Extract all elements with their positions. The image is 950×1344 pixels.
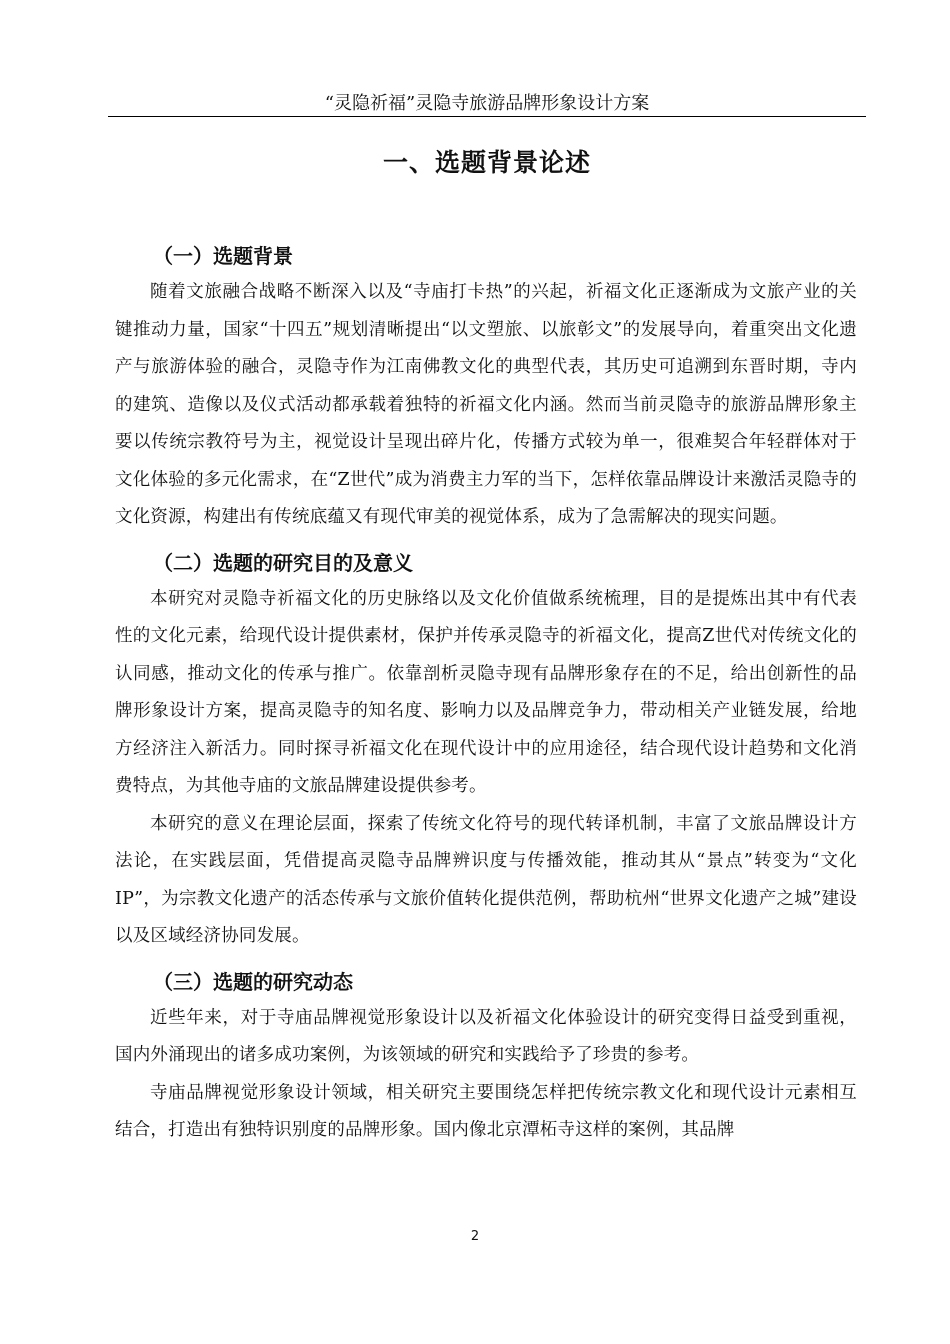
- header-rule: [108, 116, 866, 117]
- section-heading-background: （一）选题背景: [153, 244, 293, 268]
- paragraph: 随着文旅融合战略不断深入以及“寺庙打卡热”的兴起，祈福文化正逐渐成为文旅产业的关键推动力量，国家“十四五”规划清晰提出“以文塑旅、以旅彰文”的发展导向，着重突出文化遗产与旅游体验的融合，灵隐寺作为江南佛教文化的典型代表，其历史可追溯到东晋时期，寺内的建筑、造像以及仪式活动都承载着独特的祈福文化内涵。然而当前灵隐寺的旅游品牌形象主要以传统宗教符号为主，视觉设计呈现出碎片化，传播方式较为单一，很难契合年轻群体对于文化体验的多元化需求，在“Z世代”成为消费主力军的当下，怎样依靠品牌设计来激活灵隐寺的文化资源，构建出有传统底蕴又有现代审美的视觉体系，成为了急需解决的现实问题。: [115, 282, 857, 527]
- paragraph: 近些年来，对于寺庙品牌视觉形象设计以及祈福文化体验设计的研究变得日益受到重视，国内外涌现出的诸多成功案例，为该领域的研究和实践给予了珍贵的参考。: [115, 1007, 857, 1065]
- running-header: “灵隐祈福”灵隐寺旅游品牌形象设计方案: [324, 93, 650, 114]
- page-number: 2: [470, 1229, 480, 1244]
- chapter-title: 一、选题背景论述: [382, 148, 591, 177]
- section-heading-research-trends: （三）选题的研究动态: [153, 969, 353, 994]
- body-text: [115, 236, 857, 1150]
- paragraph: 寺庙品牌视觉形象设计领域，相关研究主要围绕怎样把传统宗教文化和现代设计元素相互结合，打造出有独特识别度的品牌形象。国内像北京潭柘寺这样的案例，其品牌: [115, 1082, 857, 1140]
- paragraph: 本研究对灵隐寺祈福文化的历史脉络以及文化价值做系统梳理，目的是提炼出其中有代表性的文化元素，给现代设计提供素材，保护并传承灵隐寺的祈福文化，提高Z世代对传统文化的认同感，推动文化的传承与推广。依靠剖析灵隐寺现有品牌形象存在的不足，给出创新性的品牌形象设计方案，提高灵隐寺的知名度、影响力以及品牌竞争力，带动相关产业链发展，给地方经济注入新活力。同时探寻祈福文化在现代设计中的应用途径，结合现代设计趋势和文化消费特点，为其他寺庙的文旅品牌建设提供参考。: [115, 588, 857, 796]
- section-heading-purpose: （二）选题的研究目的及意义: [153, 550, 413, 575]
- paragraph: 本研究的意义在理论层面，探索了传统文化符号的现代转译机制，丰富了文旅品牌设计方法论，在实践层面，凭借提高灵隐寺品牌辨识度与传播效能，推动其从“景点”转变为“文化IP”，为宗教文化遗产的活态传承与文旅价值转化提供范例，帮助杭州“世界文化遗产之城”建设以及区域经济协同发展。: [115, 813, 857, 946]
